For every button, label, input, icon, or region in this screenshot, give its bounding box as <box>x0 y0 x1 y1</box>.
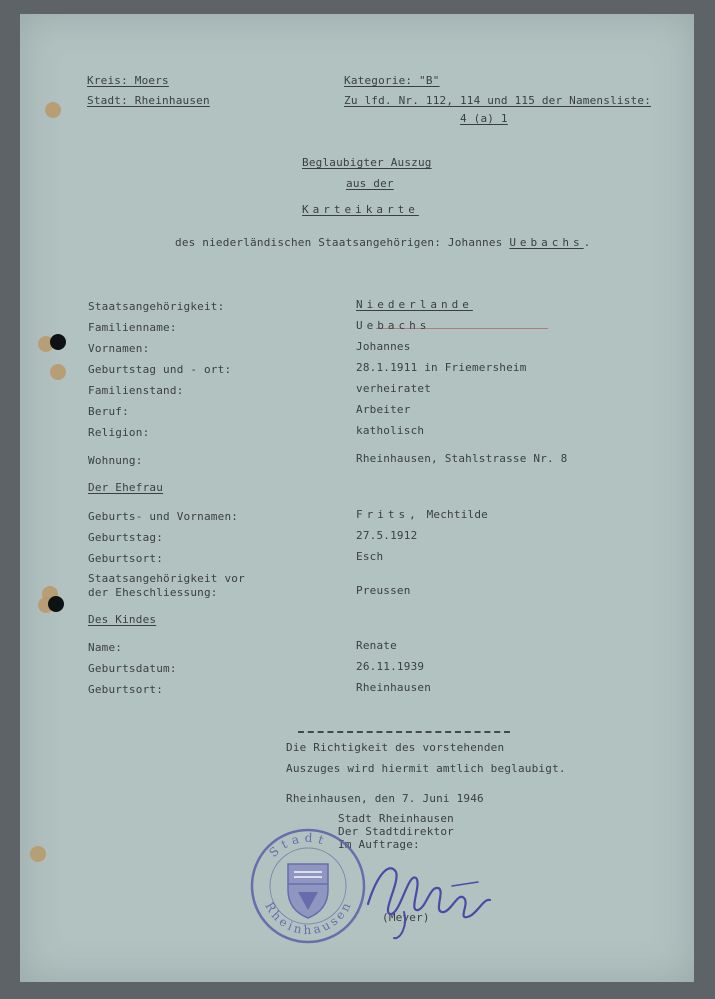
child-heading: Des Kindes <box>88 613 157 626</box>
rust-mark <box>45 102 61 118</box>
field-label: Religion: <box>88 426 150 439</box>
field-value: katholisch <box>356 424 425 437</box>
title-line-2: aus der <box>346 177 394 190</box>
stadt-label: Stadt: Rheinhausen <box>87 94 210 107</box>
field-value: 27.5.1912 <box>356 529 418 542</box>
wife-heading: Der Ehefrau <box>88 481 164 494</box>
signature-block-line-2: Der Stadtdirektor <box>338 825 454 838</box>
kreis-label: Kreis: Moers <box>87 74 169 87</box>
field-value: Rheinhausen <box>356 681 432 694</box>
field-label: Familienname: <box>88 321 177 334</box>
punch-hole <box>50 334 66 350</box>
signature-block-line-1: Stadt Rheinhausen <box>338 812 454 825</box>
punch-hole <box>48 596 64 612</box>
kategorie-label: Kategorie: "B" <box>344 74 440 87</box>
field-label: Geburts- und Vornamen: <box>88 510 239 523</box>
subject-line <box>175 236 591 249</box>
field-value-surname: Uebachs <box>356 319 431 332</box>
wife-surname: Frits, <box>356 508 420 521</box>
subject-prefix: des niederländischen Staatsangehörigen: Johannes <box>175 236 503 249</box>
subject-suffix: . <box>583 236 591 249</box>
field-label: Geburtsdatum: <box>88 662 177 675</box>
field-label: Staatsangehörigkeit: <box>88 300 225 313</box>
wife-firstname: Mechtilde <box>426 508 488 521</box>
official-seal-stamp <box>248 826 368 946</box>
title-line-1: Beglaubigter Auszug <box>302 156 432 169</box>
field-value: Johannes <box>356 340 411 353</box>
field-label: Geburtsort: <box>88 552 164 565</box>
rust-mark <box>30 846 46 862</box>
subject-surname: Uebachs <box>509 236 584 249</box>
seal-text-bottom: Rheinhausen <box>262 898 355 938</box>
field-value: Renate <box>356 639 397 652</box>
title-karteikarte: Karteikarte <box>302 203 419 216</box>
field-value-wife-name <box>356 508 488 521</box>
dashed-separator <box>298 731 510 733</box>
certification-line-2: Auszuges wird hiermit amtlich beglaubigt. <box>286 762 566 775</box>
handwritten-signature <box>360 842 500 942</box>
certification-line-1: Die Richtigkeit des vorstehenden <box>286 741 505 754</box>
field-value: Arbeiter <box>356 403 411 416</box>
field-value-address: Rheinhausen, Stahlstrasse Nr. 8 <box>356 452 568 465</box>
signer-name: (Meyer) <box>382 911 430 924</box>
place-date: Rheinhausen, den 7. Juni 1946 <box>286 792 484 805</box>
field-label: Geburtstag und - ort: <box>88 363 232 376</box>
rust-mark <box>50 364 66 380</box>
field-value: 26.11.1939 <box>356 660 425 673</box>
field-label: Geburtstag: <box>88 531 164 544</box>
field-value-nationality: Niederlande <box>356 298 473 311</box>
field-label: der Eheschliessung: <box>88 586 218 599</box>
field-label: Beruf: <box>88 405 129 418</box>
svg-text:Stadt <box>266 831 330 860</box>
document-page <box>20 14 694 982</box>
namensliste-reference: Zu lfd. Nr. 112, 114 und 115 der Namensliste: <box>344 94 652 107</box>
field-value: verheiratet <box>356 382 432 395</box>
field-label: Geburtsort: <box>88 683 164 696</box>
field-label: Vornamen: <box>88 342 150 355</box>
seal-text-top: Stadt <box>266 830 331 860</box>
field-value: Preussen <box>356 584 411 597</box>
coat-of-arms-icon <box>288 864 328 918</box>
field-label: Wohnung: <box>88 454 143 467</box>
aktenzeichen: 4 (a) 1 <box>460 112 508 125</box>
field-label: Name: <box>88 641 123 654</box>
field-label: Familienstand: <box>88 384 184 397</box>
field-value: Esch <box>356 550 384 563</box>
field-value: 28.1.1911 in Friemersheim <box>356 361 527 374</box>
field-label: Staatsangehörigkeit vor <box>88 572 245 585</box>
signature-block-line-3: Im Auftrage: <box>338 838 420 851</box>
